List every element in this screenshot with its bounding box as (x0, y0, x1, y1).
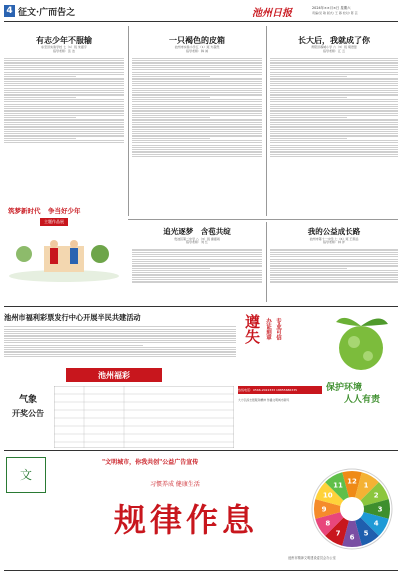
article-byline: 池州市第十一中学 七（6）班 王思远 (309, 236, 359, 241)
body-line (4, 122, 124, 123)
body-line (4, 65, 124, 66)
body-line (132, 263, 262, 264)
body-line (4, 81, 124, 82)
body-line (132, 252, 262, 253)
body-line (270, 124, 398, 125)
body-line (4, 60, 124, 61)
clock-number: 7 (335, 529, 341, 538)
body-line (132, 60, 262, 61)
body-line (4, 129, 124, 130)
body-line (132, 85, 262, 86)
body-line (4, 101, 124, 102)
body-line (4, 115, 124, 116)
body-line (132, 104, 262, 105)
lottery-article (4, 310, 236, 460)
body-line (270, 154, 398, 155)
body-line (132, 138, 210, 139)
body-line (270, 85, 398, 86)
body-line (4, 338, 236, 339)
body-line (4, 106, 124, 107)
body-line (132, 92, 262, 93)
clock-number: 1 (363, 481, 369, 490)
body-line (4, 131, 124, 132)
body-line (132, 69, 262, 70)
article-title: 一只褐色的皮箱 (169, 35, 225, 45)
article-body (4, 57, 124, 189)
body-line (270, 76, 347, 77)
body-line (132, 76, 210, 77)
body-line (132, 119, 262, 120)
body-line (132, 277, 262, 278)
body-line (132, 74, 262, 75)
clock-number: 2 (373, 491, 379, 500)
ad-clock-illustration (310, 467, 394, 551)
body-line (132, 133, 262, 134)
body-line (270, 122, 398, 123)
body-line (270, 97, 347, 98)
masthead-rule (4, 21, 398, 22)
body-line (270, 110, 398, 111)
body-line (270, 101, 398, 102)
clock-number: 10 (322, 491, 333, 500)
body-line (132, 115, 262, 116)
service-ad-phone-bar (238, 386, 322, 394)
body-line (132, 81, 262, 82)
body-line (270, 135, 398, 136)
body-line (132, 58, 262, 59)
body-line (132, 256, 262, 257)
lottery-results-table (54, 386, 234, 448)
clock-center (340, 497, 364, 521)
public-service-ad (4, 450, 398, 569)
body-line (4, 104, 124, 105)
body-line (270, 60, 398, 61)
body-line (270, 133, 398, 134)
body-line (270, 140, 398, 141)
body-line (270, 117, 347, 118)
clock-number: 5 (363, 529, 369, 538)
body-line (270, 149, 398, 150)
body-line (4, 94, 124, 95)
ad-mid-text: 习惯养成 健康生活 (150, 481, 200, 488)
environment-ad-line2: 人人有责 (344, 395, 381, 405)
section-rule (4, 306, 398, 307)
ad-banner: "文明城市，你我共创"公益广告宣传 (102, 459, 199, 466)
body-line (270, 151, 398, 152)
body-line (270, 281, 398, 282)
body-line (132, 90, 262, 91)
article-1 (4, 28, 124, 198)
body-line (270, 126, 398, 127)
body-line (4, 142, 124, 143)
body-line (132, 122, 262, 123)
article-teacher: 指导老师：林 洋 (323, 240, 345, 245)
body-line (4, 85, 124, 86)
body-line (270, 249, 398, 250)
masthead (4, 4, 398, 20)
body-line (4, 340, 236, 341)
body-line (270, 129, 398, 130)
body-line (4, 97, 76, 98)
body-line (270, 81, 398, 82)
body-line (132, 72, 262, 73)
body-line (4, 331, 236, 332)
article-body (270, 57, 398, 207)
body-line (4, 83, 124, 84)
environment-ad (322, 312, 398, 422)
body-line (4, 113, 124, 114)
body-line (4, 72, 124, 73)
body-line (132, 261, 262, 262)
clock-number: 4 (373, 519, 379, 528)
article-title: 长大后，我就成了你 (298, 35, 370, 45)
body-line (132, 279, 262, 280)
body-line (4, 126, 124, 127)
service-ad-caption: 大力弘扬志愿服务精神 传播文明城市新风 (238, 398, 290, 402)
body-line (270, 58, 398, 59)
body-line (4, 133, 124, 134)
service-ad-phone: 热线电话：0566-2022333 18855686335 (238, 388, 298, 392)
body-line (270, 72, 398, 73)
promo-banner (4, 196, 124, 288)
body-line (132, 149, 262, 150)
body-line (4, 333, 236, 334)
body-line (270, 147, 398, 148)
body-line (132, 270, 262, 271)
body-line (132, 135, 262, 136)
body-line (132, 62, 262, 63)
article-title: 有志少年不服输 (36, 35, 92, 45)
body-line (270, 99, 398, 100)
column-divider (266, 26, 267, 216)
body-line (4, 342, 236, 343)
body-line (132, 268, 210, 269)
article-title: 我的公益成长路 (307, 227, 361, 236)
clock-number: 6 (349, 533, 355, 542)
editor-line: 责编/吴 敏 版式/ 王 蓉 校对/ 陈 芸 (312, 11, 358, 15)
body-line (132, 140, 262, 141)
body-line (4, 88, 124, 89)
page-number: 4 (6, 6, 13, 16)
body-line (4, 99, 124, 100)
section-title: 征文·广而告之 (18, 8, 76, 18)
article-body (132, 248, 262, 300)
article-byline: 贵池区第二中学 八（3）班 谢嘉雨 (174, 236, 220, 241)
body-line (132, 113, 262, 114)
body-line (132, 117, 210, 118)
body-line (270, 88, 398, 89)
body-line (4, 110, 124, 111)
body-line (270, 78, 398, 79)
body-line (132, 106, 262, 107)
body-line (132, 131, 262, 132)
body-line (132, 151, 262, 152)
body-line (270, 268, 347, 269)
body-line (132, 101, 262, 102)
article-body (132, 57, 262, 207)
body-line (270, 274, 398, 275)
body-line (132, 147, 262, 148)
column-divider (128, 26, 129, 216)
body-line (4, 326, 236, 327)
body-line (270, 156, 398, 157)
body-line (270, 106, 398, 107)
clock-number: 12 (347, 477, 357, 486)
weather-box-title: 气象 (18, 395, 37, 405)
body-line (132, 254, 262, 255)
body-line (4, 354, 236, 355)
body-line (132, 265, 262, 266)
body-line (4, 78, 124, 79)
paper-name: 池州日报 (252, 8, 292, 19)
column-divider (128, 219, 398, 220)
article-byline: 青阳县蓉城小学 六（3）班 胡语萱 (311, 45, 357, 49)
body-line (270, 252, 398, 253)
body-line (270, 138, 347, 139)
body-line (132, 65, 262, 66)
body-line (132, 259, 262, 260)
body-line (4, 329, 236, 330)
service-ad-big-chars: 遵失 (243, 314, 261, 344)
body-line (132, 67, 262, 68)
globe-illustration (330, 312, 392, 376)
article-3 (270, 28, 398, 214)
body-line (4, 117, 76, 118)
body-line (132, 142, 262, 143)
body-line (270, 69, 398, 70)
body-line (132, 108, 262, 109)
body-line (132, 110, 262, 111)
article-teacher: 指导老师：韩 诚 (186, 48, 208, 53)
article-body (4, 325, 236, 373)
lottery-logo (66, 368, 162, 382)
body-line (270, 265, 398, 266)
article-teacher: 指导老师：刘 红 (186, 240, 208, 245)
service-ad (238, 312, 302, 386)
body-line (270, 108, 398, 109)
body-line (4, 90, 124, 91)
column-divider (266, 222, 267, 302)
ad-big-text: 规律作息 (114, 501, 259, 539)
promo-line1: 筑梦新时代 (8, 207, 41, 215)
body-line (132, 97, 210, 98)
body-line (4, 124, 124, 125)
promo-line2: 争当好少年 (48, 207, 81, 215)
body-line (270, 145, 398, 146)
article-byline: 东至县实验学校 七（1）班 朱嘉宇 (41, 45, 87, 49)
environment-ad-line1: 保护环境 (326, 383, 363, 393)
body-line (132, 129, 262, 130)
body-line (132, 249, 262, 250)
body-line (132, 99, 262, 100)
body-line (4, 138, 76, 139)
body-line (4, 135, 124, 136)
body-line (270, 131, 398, 132)
footer-rule (4, 570, 398, 571)
body-line (132, 78, 262, 79)
body-line (270, 254, 398, 255)
body-line (4, 140, 124, 141)
body-line (4, 74, 124, 75)
body-line (4, 76, 76, 77)
body-line (270, 67, 398, 68)
body-line (4, 335, 236, 336)
body-line (4, 58, 124, 59)
ad-footer: 池州市精神文明建设委员会办公室 (288, 556, 336, 560)
body-line (270, 92, 398, 93)
body-line (270, 90, 398, 91)
body-line (270, 277, 398, 278)
page-number-box (4, 5, 15, 17)
body-line (132, 124, 262, 125)
body-line (270, 263, 398, 264)
service-ad-line2: 专业可信 (275, 318, 281, 340)
body-line (4, 351, 236, 352)
clock-number: 9 (321, 505, 327, 514)
body-line (270, 94, 398, 95)
body-line (132, 83, 262, 84)
body-line (270, 74, 398, 75)
body-line (270, 279, 398, 280)
body-line (270, 119, 398, 120)
weather-box (6, 388, 50, 428)
body-line (4, 92, 124, 93)
article-4 (132, 222, 262, 304)
body-line (270, 256, 398, 257)
article-title: 追光逐梦 含苞共绽 (163, 227, 231, 236)
body-line (132, 154, 262, 155)
body-line (270, 62, 398, 63)
body-line (4, 119, 124, 120)
body-line (270, 113, 398, 114)
body-line (270, 104, 398, 105)
body-line (132, 94, 262, 95)
body-line (132, 281, 262, 282)
body-line (270, 65, 398, 66)
body-line (4, 69, 124, 70)
promo-line3: 主题作品展 (40, 218, 68, 226)
body-line (270, 259, 398, 260)
article-byline: 池州市实验小学五（1）班 方超然 (174, 45, 220, 49)
body-line (270, 272, 398, 273)
lottery-headline: 池州市福利彩票发行中心开展半民共建活动 (4, 313, 141, 322)
body-line (4, 108, 124, 109)
body-line (132, 88, 262, 89)
article-body (270, 248, 398, 300)
clock-number: 3 (377, 505, 383, 514)
article-2 (132, 28, 262, 214)
body-line (132, 272, 262, 273)
weather-box-subtitle: 开奖公告 (12, 408, 44, 418)
body-line (4, 356, 236, 357)
article-5 (270, 222, 398, 304)
ad-logo: 文 (6, 457, 46, 493)
body-line (132, 156, 262, 157)
body-line (4, 349, 236, 350)
body-line (270, 83, 398, 84)
body-line (270, 261, 398, 262)
date-line: 2024年××月×日 星期六 (312, 6, 351, 10)
body-line (270, 270, 398, 271)
body-line (132, 274, 262, 275)
body-line (132, 145, 262, 146)
body-line (270, 142, 398, 143)
lottery-logo-text: 池州福彩 (98, 370, 130, 380)
body-line (4, 62, 124, 63)
clock-number: 8 (325, 519, 331, 528)
body-line (270, 115, 398, 116)
body-line (132, 126, 262, 127)
body-line (4, 347, 236, 348)
promo-illustration (4, 224, 124, 284)
service-ad-line1: 办证刻章 (265, 318, 271, 340)
body-line (4, 67, 124, 68)
body-line (4, 345, 143, 346)
clock-number: 11 (333, 481, 343, 490)
article-teacher: 指导老师：张 洁 (53, 48, 75, 53)
article-teacher: 指导老师：江 云 (323, 48, 345, 53)
